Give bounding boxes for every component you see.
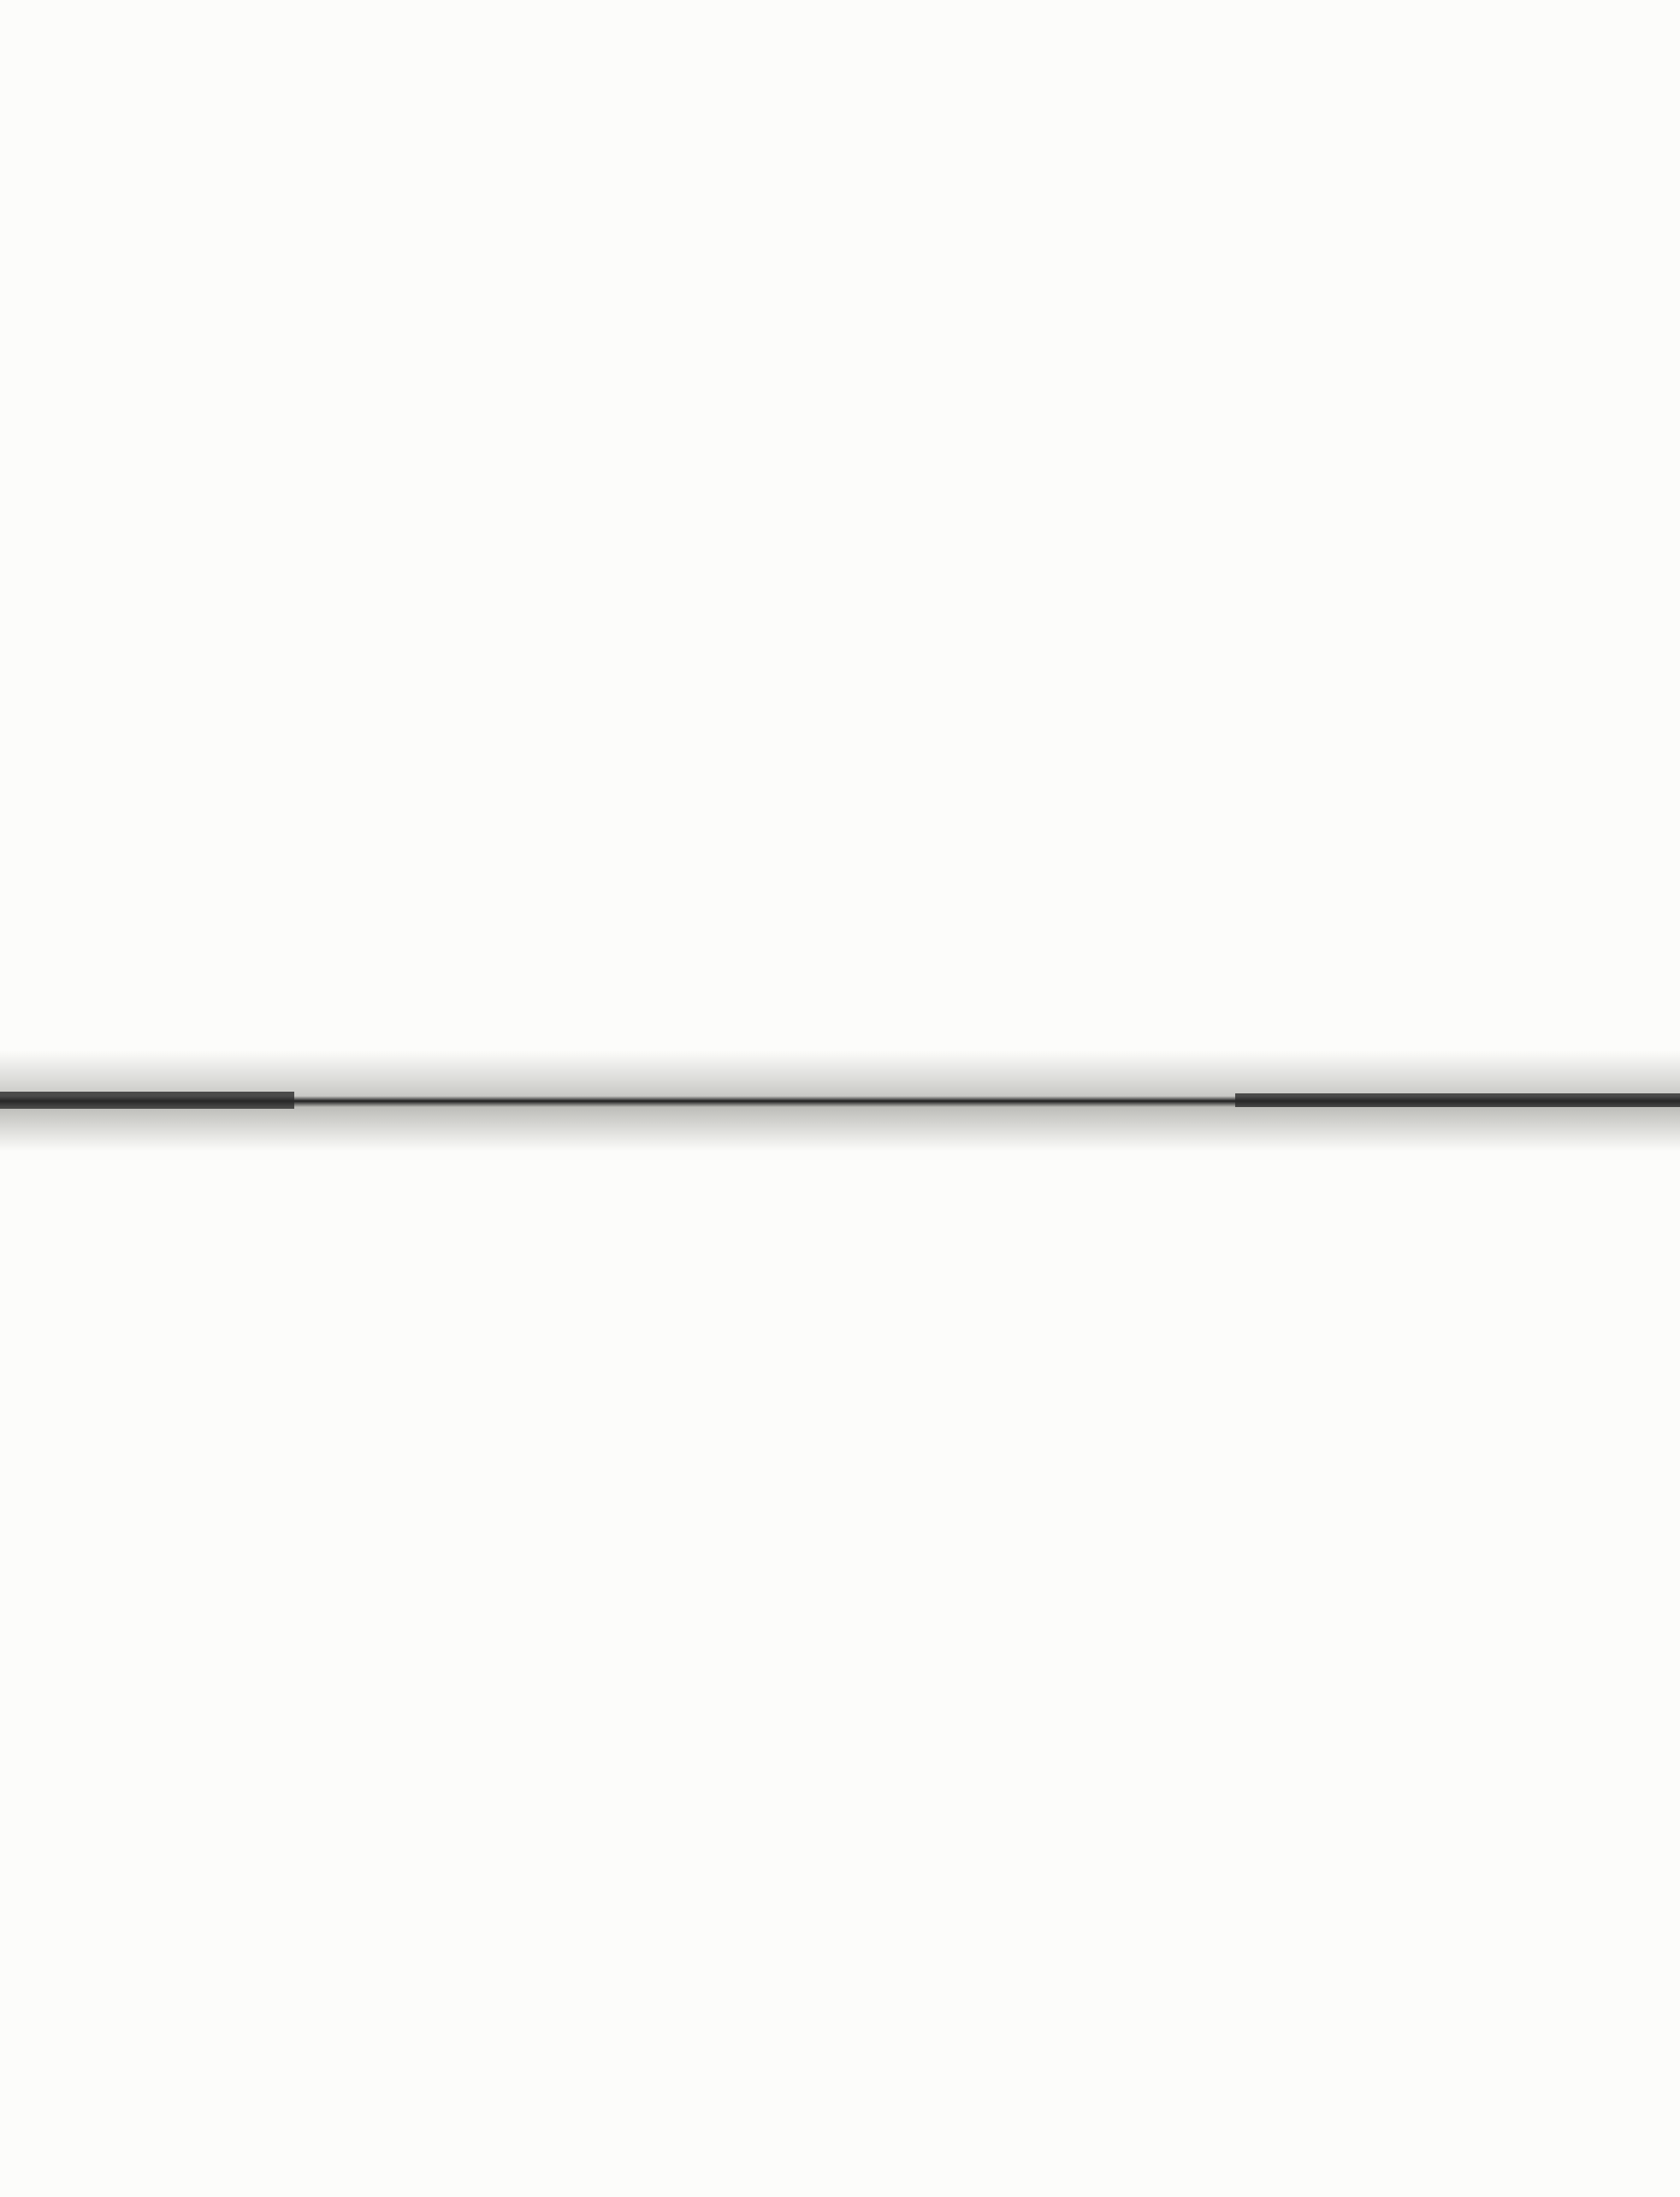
bottom-page [0, 1146, 1680, 2197]
page-fold-shadow [0, 1051, 1680, 1152]
top-page [0, 0, 1680, 1061]
